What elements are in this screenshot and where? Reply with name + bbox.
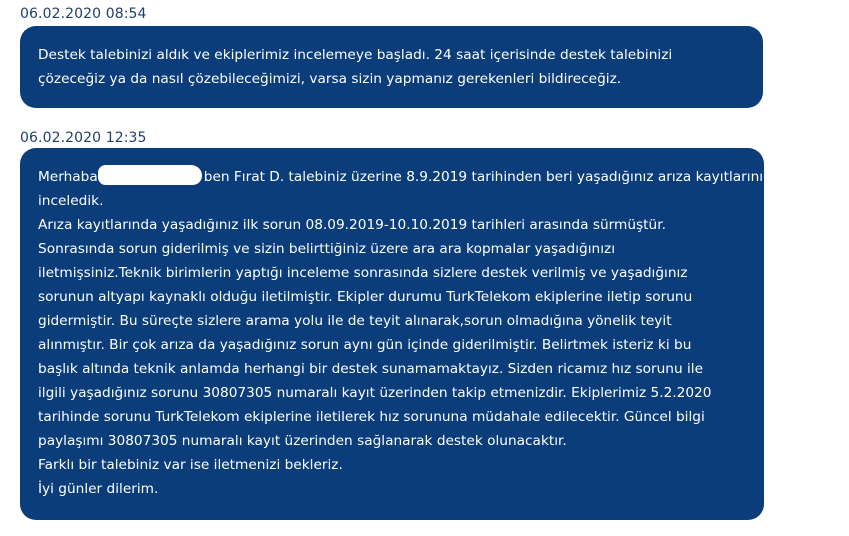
- message-line: İyi günler dilerim.: [38, 481, 159, 497]
- message-line: Arıza kayıtlarında yaşadığınız ilk sorun 08.09.2019-10.10.2019 tarihleri arasında sürmüştür.: [38, 217, 666, 233]
- message-timestamp: 06.02.2020 12:35: [20, 130, 147, 146]
- message-line: gidermiştir. Bu süreçte sizlere arama yolu ile de teyit alınarak,sorun olmadığına yönelik teyit: [38, 313, 672, 329]
- message-line: [38, 165, 764, 189]
- redacted-name: [98, 165, 202, 185]
- message-bubble: [20, 148, 764, 520]
- message-line: iletmişsiniz.Teknik birimlerin yaptığı inceleme sonrasında sizlere destek verilmiş ve yaşadığınız: [38, 265, 688, 281]
- message-line: ilgili yaşadığınız sorunu 30807305 numaralı kayıt üzerinden takip etmenizdir. Ekiplerimiz 5.2.2020: [38, 385, 712, 401]
- greeting-rest: ben Fırat D. talebiniz üzerine 8.9.2019 tarihinden beri yaşadığınız arıza kayıtlarını: [203, 169, 764, 185]
- message-line: inceledik.: [38, 193, 104, 209]
- message-line: başlık altında teknik anlamda herhangi bir destek sunamamaktayız. Sizden ricamız hız sorunu ile: [38, 361, 704, 377]
- message-line: Sonrasında sorun giderilmiş ve sizin belirttiğiniz üzere ara ara kopmalar yaşadığınızı: [38, 241, 616, 257]
- message-line: çözeceğiz ya da nasıl çözebileceğimizi, varsa sizin yapmanız gerekenleri bildireceğiz.: [38, 71, 622, 87]
- greeting-text: Merhaba: [38, 169, 98, 185]
- message-line: Farklı bir talebiniz var ise iletmenizi bekleriz.: [38, 457, 343, 473]
- message-line: Destek talebinizi aldık ve ekiplerimiz incelemeye başladı. 24 saat içerisinde destek talebinizi: [38, 47, 673, 63]
- message-line: alınmıştır. Bir çok arıza da yaşadığınız sorun aynı gün içinde giderilmiştir. Belirtmek isteriz ki bu: [38, 337, 692, 353]
- message-line: paylaşımı 30807305 numaralı kayıt üzerinden sağlanarak destek olunacaktır.: [38, 433, 567, 449]
- message-bubble: [20, 26, 763, 108]
- message-timestamp: 06.02.2020 08:54: [20, 6, 147, 22]
- message-line: sorunun altyapı kaynaklı olduğu iletilmiştir. Ekipler durumu TurkTelekom ekiplerine iletip sorunu: [38, 289, 693, 305]
- message-line: tarihinde sorunu TurkTelekom ekiplerine iletilerek hız sorununa müdahale edilecektir. Güncel bilgi: [38, 409, 705, 425]
